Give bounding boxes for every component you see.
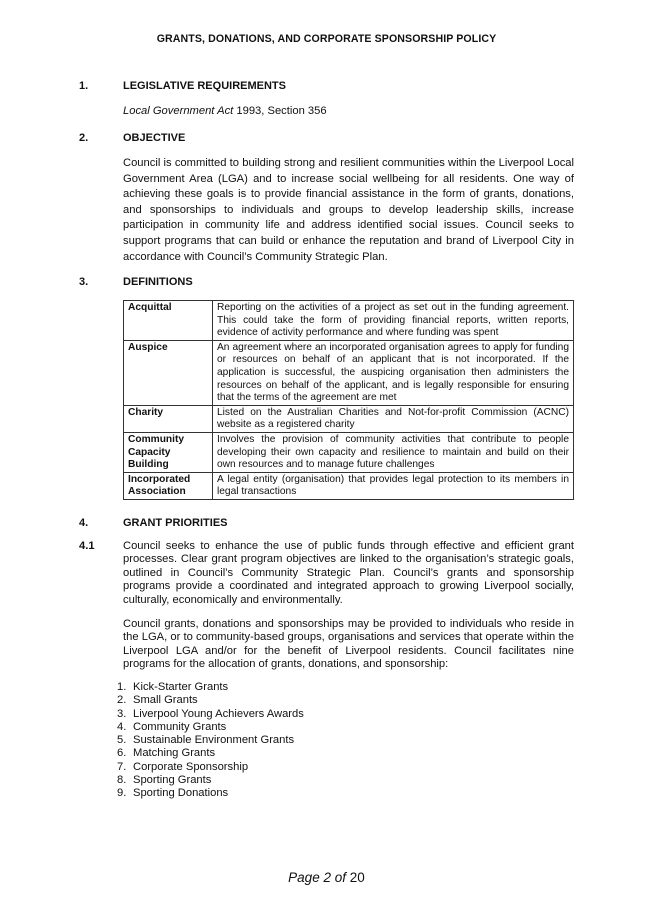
list-item [117, 774, 304, 787]
table-row [124, 432, 574, 472]
list-item [117, 734, 304, 747]
act-name: Local Government Act [123, 105, 234, 117]
list-number: 4. [117, 720, 127, 733]
table-row [124, 340, 574, 405]
section-number: 3. [79, 276, 89, 288]
section-number: 4. [79, 517, 89, 529]
definition-term: Acquittal [124, 301, 213, 341]
definition-description: An agreement where an incorporated organisation agrees to apply for funding or resources on behalf of an applicant that is not incorporated. If the application is successful, the auspicing organisation then administers the resources on behalf of the applicant, and is legally responsible for ensuring that the terms of the agreement are met [213, 340, 574, 405]
list-label: Small Grants [133, 694, 198, 707]
list-item [117, 681, 304, 694]
section-title: DEFINITIONS [123, 276, 193, 288]
definition-description: Involves the provision of community activities that contribute to people developing their own capacity and resilience to maintain and build on their own resources and to manage future challenges [213, 432, 574, 472]
page-total: 20 [349, 870, 365, 885]
section-number: 2. [79, 132, 89, 144]
list-number: 1. [117, 681, 127, 693]
list-item [117, 787, 304, 800]
list-item [117, 761, 304, 774]
table-row [124, 472, 574, 499]
list-number: 8. [117, 774, 127, 787]
page-number: 2 [323, 870, 331, 885]
list-number: 2. [117, 694, 127, 707]
list-number: 7. [117, 760, 127, 773]
definition-description: Listed on the Australian Charities and Not-for-profit Commission (ACNC) website as a registered charity [213, 405, 574, 432]
list-label: Sporting Donations [133, 787, 229, 800]
definition-term: Auspice [124, 340, 213, 405]
subsection-number: 4.1 [79, 540, 95, 552]
list-item [117, 708, 304, 721]
programs-list [117, 681, 304, 801]
definition-term: Community Capacity Building [124, 432, 213, 472]
section-title: LEGISLATIVE REQUIREMENTS [123, 80, 286, 92]
priorities-paragraph-1: Council seeks to enhance the use of public funds through effective and efficient grant processes. Clear grant program objectives are linked to the organisation’s strategic goals, outlined in Council’s Community Strategic Plan. Council’s grants and sponsorship programs provide a coordinated and integrated approach to growing Liverpool socially, culturally, economically and environmentally. [123, 540, 574, 606]
list-label: Sustainable Environment Grants [133, 734, 295, 747]
section-number: 1. [79, 80, 89, 92]
list-label: Matching Grants [133, 747, 216, 760]
page-of: of [334, 870, 347, 885]
definition-term: Charity [124, 405, 213, 432]
list-label: Kick-Starter Grants [133, 681, 229, 693]
list-number: 9. [117, 787, 127, 800]
section-title: OBJECTIVE [123, 132, 186, 144]
act-detail: 1993, Section 356 [233, 105, 327, 117]
definitions-table [123, 300, 574, 500]
section-title: GRANT PRIORITIES [123, 517, 228, 529]
priorities-paragraph-2: Council grants, donations and sponsorships may be provided to individuals who reside in the LGA, or to community-based groups, organisations and services that operate within the Liverpool LGA and/or for the benefit of Liverpool residents. Council facilitates nine programs for the allocation of grants, donations, and sponsorship: [123, 618, 574, 671]
definition-term: Incorporated Association [124, 472, 213, 499]
list-label: Liverpool Young Achievers Awards [133, 707, 304, 720]
table-row [124, 405, 574, 432]
list-number: 3. [117, 707, 127, 720]
list-number: 5. [117, 734, 127, 747]
list-item [117, 747, 304, 760]
list-item [117, 694, 304, 707]
page-label: Page [288, 870, 320, 885]
page-header: GRANTS, DONATIONS, AND CORPORATE SPONSORSHIP POLICY [156, 33, 497, 45]
list-label: Community Grants [133, 720, 227, 733]
definition-description: A legal entity (organisation) that provides legal protection to its members in legal transactions [213, 472, 574, 499]
list-item [117, 721, 304, 734]
list-number: 6. [117, 747, 127, 760]
page-footer [0, 870, 653, 885]
legislation-reference [123, 105, 327, 117]
table-row [124, 301, 574, 341]
definition-description: Reporting on the activities of a project as set out in the funding agreement. This could take the form of providing financial reports, written reports, evidence of activity performance and where funding was spent [213, 301, 574, 341]
list-label: Sporting Grants [133, 774, 212, 787]
objective-paragraph: Council is committed to building strong and resilient communities within the Liverpool Local Government Area (LGA) and to increase social wellbeing for all residents. One way of achieving these goals is to provide financial assistance in the form of grants, donations, and sponsorships to individuals and groups to develop leadership skills, increase participation in community life and address identified social issues. Council seeks to support programs that can build or enhance the reputation and brand of Liverpool City in accordance with Council’s Community Strategic Plan. [123, 157, 574, 263]
list-label: Corporate Sponsorship [133, 760, 249, 773]
